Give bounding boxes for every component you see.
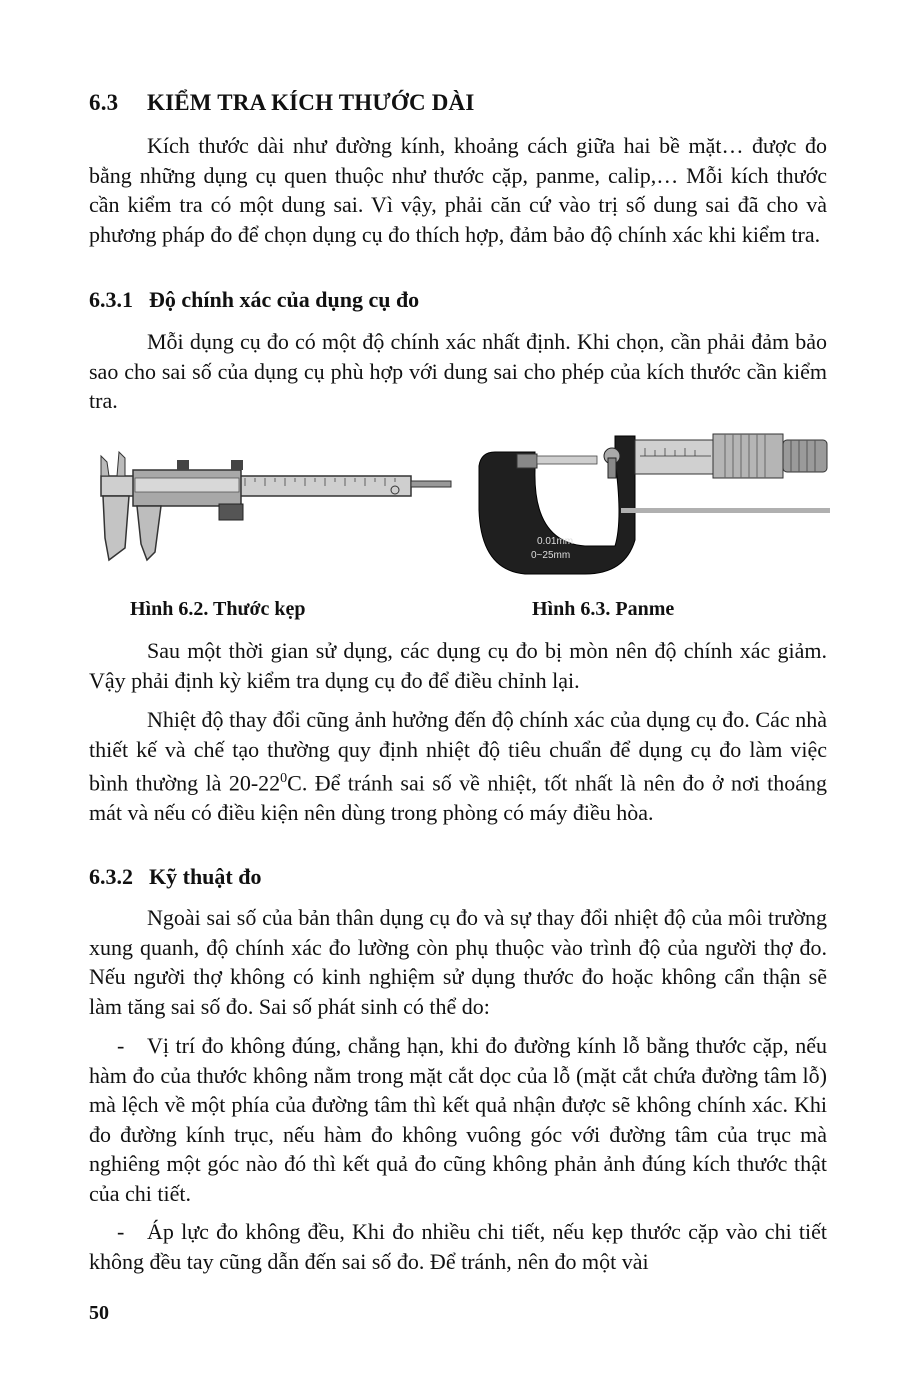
caliper-image (95, 448, 455, 573)
technique-paragraph-1: Ngoài sai số của bản thân dụng cụ đo và sự thay đổi nhiệt độ của môi trường xung quanh, độ chính xác đo lường còn phụ thuộc vào trình độ của người thợ đo. Nếu người thợ không có kinh nghiệm sử dụng thước đo hoặc không cẩn thận sẽ làm tăng sai số đo. Sai số phát sinh có thể do: (89, 905, 827, 1019)
micrometer-resolution-label: 0.01mm (537, 536, 574, 547)
bullet-text-2: Áp lực đo không đều, Khi đo nhiều chi tiết, nếu kẹp thước cặp vào chi tiết không đều tay cũng dẫn đến sai số đo. Để tránh, nên đo một vài (89, 1219, 827, 1274)
bullet-dash-2: - (117, 1219, 125, 1244)
subsection-title-1: Độ chính xác của dụng cụ đo (149, 287, 420, 312)
figure-caption-caliper: Hình 6.2. Thước kẹp (130, 598, 306, 620)
subsection-number-2: 6.3.2 (89, 864, 133, 889)
temperature-text-b: C. Để tránh sai số về nhiệt, tốt nhất là nên đo ở nơi thoáng mát và nếu có điều kiện nên dùng trong phòng có máy điều hòa. (89, 770, 827, 826)
section-title: KIỂM TRA KÍCH THƯỚC DÀI (147, 90, 475, 115)
temperature-text-a: Nhiệt độ thay đổi cũng ảnh hưởng đến độ chính xác của dụng cụ đo. Các nhà thiết kế và chế tạo thường quy định nhiệt độ tiêu chuẩn để dụng cụ đo làm việc bình thường là 20-22 (89, 707, 827, 796)
subsection-heading-1 (89, 287, 419, 313)
accuracy-paragraph-1: Mỗi dụng cụ đo có một độ chính xác nhất định. Khi chọn, cần phải đảm bảo sao cho sai số của dụng cụ phù hợp với dung sai cho phép của kích thước cần kiểm tra. (89, 329, 827, 414)
figure-caption-micrometer: Hình 6.3. Panme (532, 598, 675, 620)
bullet-dash-1: - (117, 1033, 125, 1058)
bullet-item-1 (89, 1031, 827, 1209)
micrometer-range-label: 0~25mm (531, 550, 571, 561)
subsection-heading-2 (89, 864, 261, 890)
section-heading (89, 90, 475, 116)
section-number: 6.3 (89, 90, 119, 115)
section-intro-paragraph: Kích thước dài như đường kính, khoảng cách giữa hai bề mặt… được đo bằng những dụng cụ quen thuộc như thước cặp, panme, calip,… Mỗi kích thước cần kiểm tra có một dung sai. Vì vậy, phải căn cứ vào trị số dung sai đã cho và phương pháp đo để chọn dụng cụ đo thích hợp, đảm bảo độ chính xác khi kiểm tra. (89, 133, 827, 247)
page-number: 50 (89, 1302, 109, 1324)
accuracy-paragraph-2: Sau một thời gian sử dụng, các dụng cụ đo bị mòn nên độ chính xác giảm. Vậy phải định kỳ kiểm tra dụng cụ đo để điều chỉnh lại. (89, 638, 827, 693)
bullet-item-2 (89, 1217, 827, 1276)
bullet-text-1: Vị trí đo không đúng, chẳng hạn, khi đo đường kính lỗ bằng thước cặp, nếu hàm đo của thước không nằm trong mặt cắt dọc của lỗ (mặt cắt chứa đường tâm lỗ) mà lệch về một phía của đường tâm thì kết quả nhận được sẽ không chính xác. Khi đo đường kính trục, nếu hàm đo không vuông góc với đường tâm của trục mà nghiêng một góc nào đó thì kết quả đo cũng không phản ảnh đúng kích thước thật của chi tiết. (89, 1033, 827, 1206)
micrometer-image (475, 430, 830, 580)
subsection-title-2: Kỹ thuật đo (149, 864, 262, 889)
subsection-number-1: 6.3.1 (89, 287, 133, 312)
degree-superscript: 0 (280, 771, 288, 787)
accuracy-paragraph-3 (89, 705, 827, 828)
